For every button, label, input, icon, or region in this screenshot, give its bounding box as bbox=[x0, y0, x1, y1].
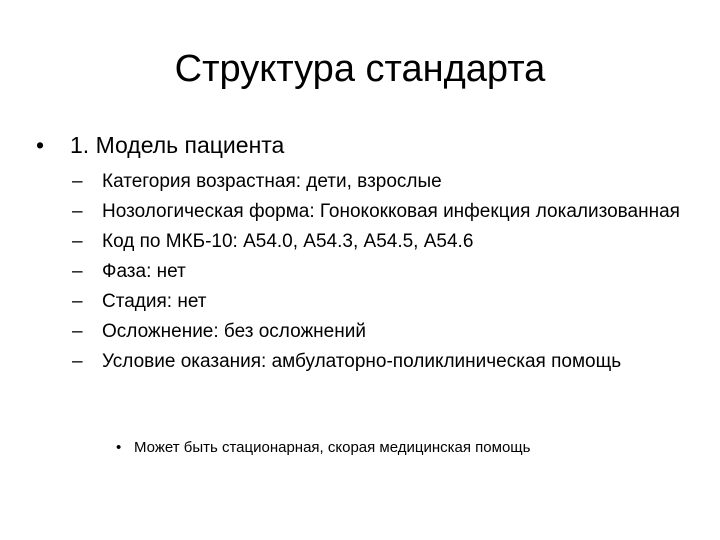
list-dash: – bbox=[72, 351, 83, 372]
list-item-text: Условие оказания: амбулаторно-поликлиническая помощь bbox=[102, 351, 622, 372]
list-item-text: Код по МКБ-10: А54.0, А54.3, А54.5, А54.6 bbox=[102, 231, 474, 252]
main-point-bullet: • bbox=[36, 132, 45, 158]
list-dash: – bbox=[72, 321, 83, 342]
list-item-text: Фаза: нет bbox=[102, 261, 186, 282]
list-item-age-category bbox=[72, 170, 692, 194]
list-item-text: Категория возрастная: дети, взрослые bbox=[102, 171, 442, 192]
list-item-text: Стадия: нет bbox=[102, 291, 207, 312]
care-note bbox=[116, 438, 530, 458]
list-item-nosological-form bbox=[72, 200, 692, 224]
list-item-text: Нозологическая форма: Гонококковая инфекция локализованная bbox=[102, 201, 680, 222]
list-item-icd-code bbox=[72, 230, 692, 254]
patient-model-list bbox=[72, 170, 692, 380]
list-item-care-condition bbox=[72, 350, 692, 374]
list-dash: – bbox=[72, 261, 83, 282]
slide-title: Структура стандарта bbox=[174, 48, 546, 90]
list-dash: – bbox=[72, 201, 83, 222]
list-item-complication bbox=[72, 320, 692, 344]
list-item-stage bbox=[72, 290, 692, 314]
list-dash: – bbox=[72, 291, 83, 312]
care-note-bullet: • bbox=[116, 439, 122, 456]
main-point-text: 1. Модель пациента bbox=[70, 132, 285, 158]
list-dash: – bbox=[72, 231, 83, 252]
list-item-text: Осложнение: без осложнений bbox=[102, 321, 366, 342]
main-point bbox=[36, 130, 284, 160]
list-item-phase bbox=[72, 260, 692, 284]
list-dash: – bbox=[72, 171, 83, 192]
care-note-text: Может быть стационарная, скорая медицинская помощь bbox=[134, 439, 531, 456]
